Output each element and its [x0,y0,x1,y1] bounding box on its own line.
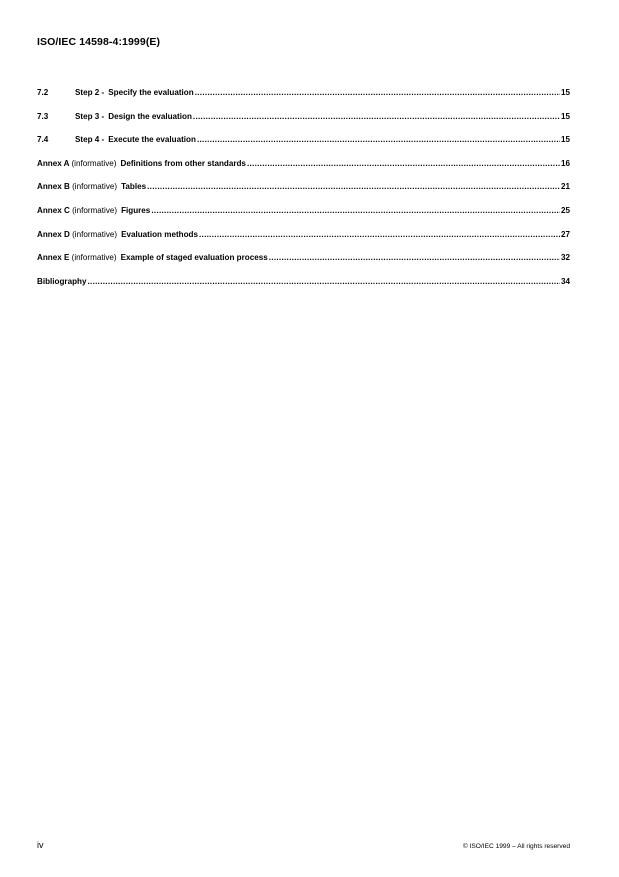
toc-entry-bibliography[interactable] [37,277,570,301]
toc-entry-number: 7.3 [37,111,49,121]
toc-entry-annex-c[interactable] [37,206,570,230]
table-of-contents [37,88,570,300]
toc-entry-page: 32 [560,253,570,263]
toc-annex-qualifier: (informative) [71,253,117,263]
toc-entry-annex-a[interactable] [37,159,570,183]
toc-annex-label [37,230,117,239]
toc-entry-title: Design the evaluation [108,111,192,121]
toc-entry-page: 15 [560,111,570,121]
toc-entry-page: 27 [560,229,570,239]
toc-entry-step: Step 4 - [75,135,105,145]
toc-annex-label [37,206,117,215]
toc-entry-page: 21 [560,182,570,192]
toc-entry-page: 15 [560,135,570,145]
toc-dot-leader [199,230,560,239]
toc-entry-7-2[interactable] [37,88,570,112]
toc-dot-leader [269,253,560,262]
toc-entry-annex-d[interactable] [37,230,570,254]
toc-entry-title: Bibliography [37,276,87,286]
toc-entry-title: Tables [121,182,147,192]
toc-dot-leader [193,112,560,121]
copyright-notice: © ISO/IEC 1999 – All rights reserved [462,843,570,850]
toc-entry-page: 15 [560,88,570,97]
toc-annex-label [37,182,117,191]
toc-annex-letter: Annex C [37,205,70,215]
toc-dot-leader [87,277,560,286]
toc-annex-label [37,253,117,262]
toc-entry-7-4[interactable] [37,135,570,159]
toc-annex-qualifier: (informative) [72,229,118,239]
toc-entry-annex-e[interactable] [37,253,570,277]
toc-entry-title: Execute the evaluation [108,135,196,145]
toc-entry-title: Definitions from other standards [120,158,246,168]
toc-entry-page: 34 [560,276,570,286]
toc-entry-annex-b[interactable] [37,182,570,206]
page-number: iv [37,840,44,850]
toc-dot-leader [151,206,560,215]
toc-annex-label [37,159,116,168]
toc-entry-title: Example of staged evaluation process [120,253,268,263]
toc-entry-title: Specify the evaluation [108,88,194,97]
toc-dot-leader [197,135,560,144]
document-footer [37,840,570,850]
toc-entry-page: 25 [560,205,570,215]
document-header: ISO/IEC 14598-4:1999(E) [37,36,161,48]
toc-annex-qualifier: (informative) [72,182,118,192]
toc-entry-number: 7.2 [37,88,49,97]
toc-dot-leader [195,88,560,97]
toc-entry-title: Figures [121,205,151,215]
toc-entry-7-3[interactable] [37,112,570,136]
toc-annex-qualifier: (informative) [71,158,117,168]
toc-entry-step: Step 2 - [75,88,105,97]
toc-dot-leader [247,159,560,168]
toc-dot-leader [147,182,560,191]
toc-annex-letter: Annex B [37,182,70,192]
toc-entry-number: 7.4 [37,135,49,145]
toc-entry-title: Evaluation methods [121,229,198,239]
toc-annex-letter: Annex D [37,229,70,239]
toc-entry-step: Step 3 - [75,111,105,121]
toc-entry-page: 16 [560,158,570,168]
toc-annex-letter: Annex E [37,253,70,263]
toc-annex-letter: Annex A [37,158,70,168]
toc-annex-qualifier: (informative) [72,205,118,215]
